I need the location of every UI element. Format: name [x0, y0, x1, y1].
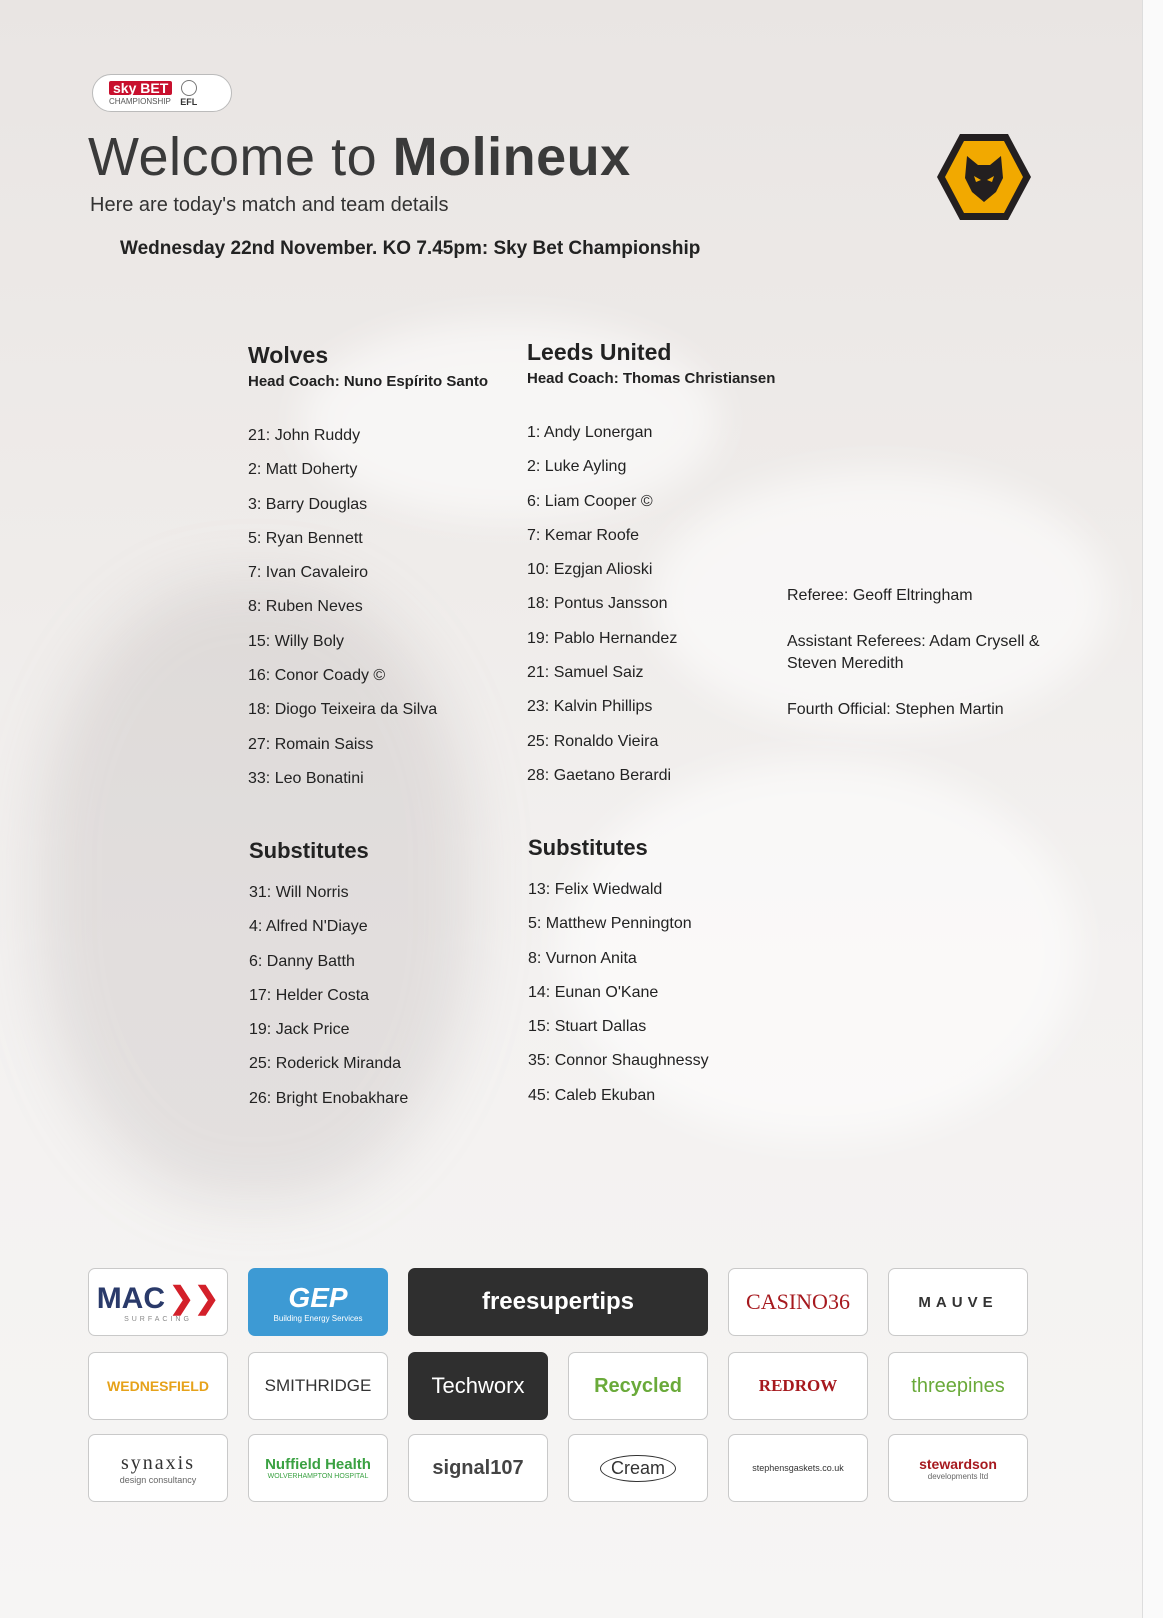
fourth-official: Fourth Official: Stephen Martin: [787, 701, 1004, 718]
sponsor-casino36: CASINO36: [728, 1268, 868, 1336]
player-row: 7: Ivan Cavaleiro: [248, 564, 369, 582]
player-row: 33: Leo Bonatini: [248, 769, 364, 787]
sponsor-cream: Cream: [568, 1434, 708, 1502]
player-row: 15: Stuart Dallas: [528, 1018, 647, 1036]
player-row: 16: Conor Coady ©: [248, 667, 386, 685]
page-subtitle: Here are today's match and team details: [90, 194, 449, 216]
sponsor-gep: GEP Building Energy Services: [248, 1268, 388, 1336]
fixture-details: Wednesday 22nd November. KO 7.45pm: Sky Bet Championship: [120, 238, 701, 259]
player-row: 19: Pablo Hernandez: [527, 629, 678, 647]
player-row: 28: Gaetano Berardi: [527, 766, 672, 784]
player-row: 5: Matthew Pennington: [528, 915, 692, 933]
player-row: 10: Ezgjan Alioski: [527, 561, 653, 579]
title-prefix: Welcome to: [88, 127, 378, 187]
sponsor-recycled: Recycled: [568, 1352, 708, 1420]
assistant-referees: Assistant Referees: Adam Crysell & Steven Meredith: [787, 633, 1040, 672]
home-subs-list: [249, 876, 408, 1116]
player-row: 26: Bright Enobakhare: [249, 1089, 409, 1107]
player-row: 13: Felix Wiedwald: [528, 881, 663, 898]
player-row: 14: Eunan O'Kane: [528, 983, 659, 1001]
player-row: 45: Caleb Ekuban: [528, 1086, 656, 1104]
sponsor-wednesfield: WEDNESFIELD: [88, 1352, 228, 1420]
player-row: 31: Will Norris: [249, 884, 349, 901]
player-row: 25: Ronaldo Vieira: [527, 732, 659, 750]
efl-ball-icon: [181, 80, 197, 96]
sponsor-smithridge: SMITHRIDGE: [248, 1352, 388, 1420]
away-subs-heading: Substitutes: [528, 835, 648, 860]
player-row: 17: Helder Costa: [249, 986, 370, 1004]
player-row: 7: Kemar Roofe: [527, 526, 640, 544]
player-row: 6: Danny Batth: [249, 952, 355, 970]
chevrons-icon: ❯❯: [169, 1282, 220, 1315]
away-head-coach: Head Coach: Thomas Christiansen: [527, 370, 776, 387]
home-starting-list: [248, 419, 437, 796]
player-row: 3: Barry Douglas: [248, 495, 368, 513]
sponsor-mauve: MAUVE: [888, 1268, 1028, 1336]
home-team-name: Wolves: [248, 342, 329, 368]
player-row: 6: Liam Cooper ©: [527, 492, 653, 510]
sky-bet-logo: sky BET: [109, 81, 172, 95]
player-row: 21: John Ruddy: [248, 427, 361, 444]
player-row: 27: Romain Saiss: [248, 735, 374, 753]
player-row: 19: Jack Price: [249, 1021, 350, 1039]
player-row: 8: Ruben Neves: [248, 598, 363, 616]
sponsor-synaxis: synaxis design consultancy: [88, 1434, 228, 1502]
home-subs-heading: Substitutes: [249, 838, 369, 863]
page-title: [88, 126, 631, 188]
page-edge: [1142, 0, 1163, 1618]
player-row: 8: Vurnon Anita: [528, 949, 637, 967]
player-row: 15: Willy Boly: [248, 632, 345, 650]
sponsor-redrow: REDROW: [728, 1352, 868, 1420]
player-row: 18: Diogo Teixeira da Silva: [248, 701, 438, 719]
sponsor-stephensgaskets: stephensgaskets.co.uk: [728, 1434, 868, 1502]
wolves-crest-icon: [936, 132, 1032, 222]
sponsor-threepines: threepines: [888, 1352, 1028, 1420]
player-row: 35: Connor Shaughnessy: [528, 1052, 709, 1070]
league-logo: [92, 74, 232, 112]
match-officials: [787, 585, 1040, 745]
home-head-coach: Head Coach: Nuno Espírito Santo: [248, 373, 489, 390]
sponsor-stewardson: stewardson developments ltd: [888, 1434, 1028, 1502]
sponsor-nuffield: Nuffield Health WOLVERHAMPTON HOSPITAL: [248, 1434, 388, 1502]
championship-label: CHAMPIONSHIP: [109, 96, 171, 106]
player-row: 23: Kalvin Phillips: [527, 698, 653, 716]
player-row: 1: Andy Lonergan: [527, 424, 653, 441]
sponsor-mac: MAC ❯❯ SURFACING: [88, 1268, 228, 1336]
player-row: 4: Alfred N'Diaye: [249, 918, 368, 936]
player-row: 2: Luke Ayling: [527, 458, 627, 476]
sponsor-techworx: Techworx: [408, 1352, 548, 1420]
referee: Referee: Geoff Eltringham: [787, 587, 973, 604]
sponsor-freesupertips: freesupertips: [408, 1268, 708, 1336]
title-venue: Molineux: [392, 127, 631, 187]
player-row: 25: Roderick Miranda: [249, 1055, 402, 1073]
away-subs-list: [528, 873, 709, 1113]
away-team-name: Leeds United: [527, 339, 672, 365]
away-starting-list: [527, 416, 677, 793]
player-row: 2: Matt Doherty: [248, 461, 358, 479]
player-row: 18: Pontus Jansson: [527, 595, 668, 613]
sponsor-signal107: signal107: [408, 1434, 548, 1502]
player-row: 5: Ryan Bennett: [248, 529, 363, 547]
efl-logo: EFL: [180, 80, 197, 107]
player-row: 21: Samuel Saiz: [527, 664, 644, 682]
